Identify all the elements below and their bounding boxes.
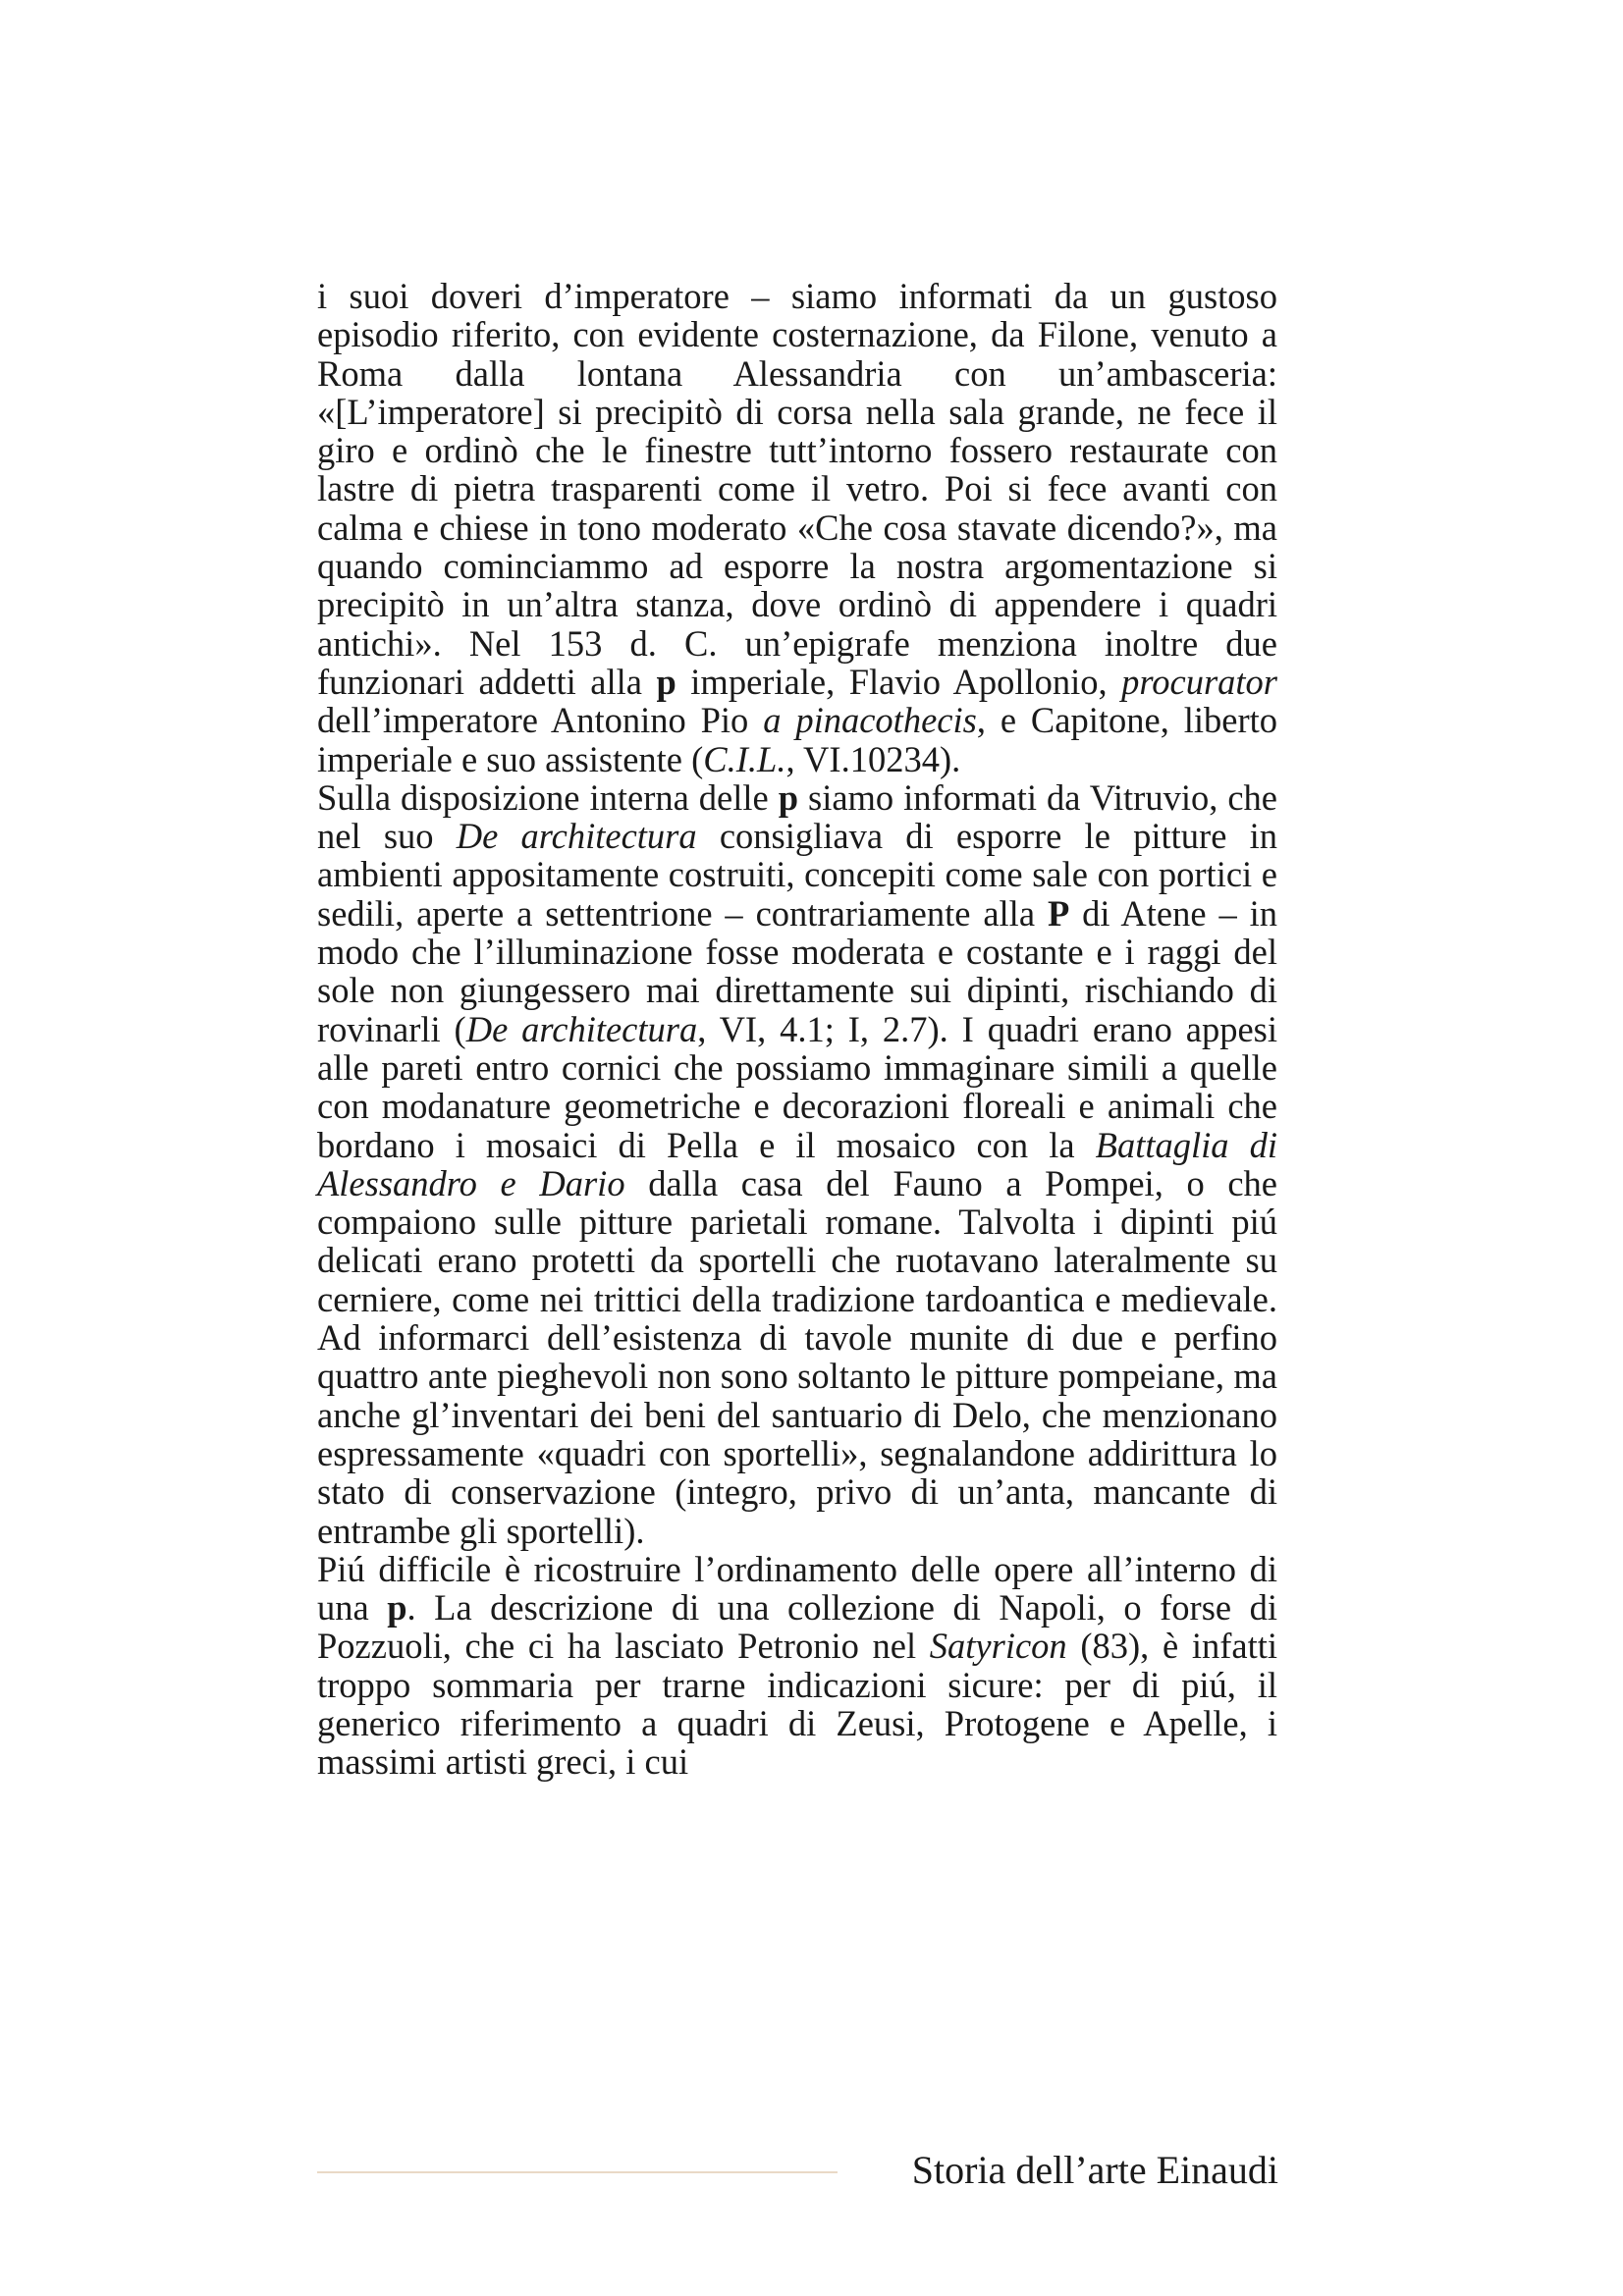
text-run: , e Capitone, liberto imperiale e suo assistente ( — [317, 700, 1277, 779]
italic-term: a pinacothecis — [763, 700, 977, 741]
text-run: Piú difficile è ricostruire l’ordinamento delle opere all’interno di una — [317, 1548, 1277, 1629]
text-run: , VI.10234). — [785, 738, 961, 779]
text-run: dell’imperatore Antonino Pio — [317, 700, 764, 741]
text-run: Sulla disposizione interna delle — [317, 776, 779, 818]
text-run: , VI, 4.1; I, 2.7). I quadri erano appesi alle pareti entro cornici che possiamo immaginare simili a quelle con modanature geometriche e decorazioni floreali e animali che bordano i mosaici di Pella e il mosaico con la — [317, 1008, 1277, 1165]
italic-term: procurator — [1121, 661, 1277, 702]
paragraph-3 — [317, 1550, 1277, 1782]
paragraph-1 — [317, 277, 1277, 778]
bold-term: P — [1047, 892, 1070, 934]
paragraph-2 — [317, 778, 1277, 1550]
text-run: i suoi doveri d’imperatore – siamo informati da un gustoso episodio riferito, con evidente costernazione, da Filone, venuto a Roma dalla lontana Alessandria con un’ambasceria: «[L’imperatore] si precipitò di corsa nella sala grande, ne fece il giro e ordinò che le finestre tutt’intorno fossero restaurate con lastre di pietra trasparenti come il vetro. Poi si fece avanti con calma e chiese in tono moderato «Che cosa stavate dicendo?», ma quando cominciammo ad esporre la nostra argomentazione si precipitò in un’altra stanza, dove ordinò di appendere i quadri antichi». Nel 153 d. C. un’epigrafe menziona inoltre due funzionari addetti alla — [317, 276, 1277, 702]
bold-term: p — [387, 1587, 407, 1629]
text-run: . La descrizione di una collezione di Napoli, o forse di Pozzuoli, che ci ha lasciato Petronio nel — [317, 1587, 1278, 1667]
italic-term: C.I.L. — [703, 738, 786, 779]
italic-term: De architectura — [465, 1008, 698, 1049]
italic-term: Satyricon — [929, 1626, 1067, 1667]
text-run: di Atene – in modo che l’illuminazione fosse moderata e costante e i raggi del sole non giungessero mai direttamente sui dipinti, rischiando di rovinarli ( — [317, 892, 1277, 1049]
italic-term: De architectura — [456, 816, 697, 857]
footer-title: Storia dell’arte Einaudi — [911, 2148, 1278, 2192]
text-run: consigliava di esporre le pitture in ambienti appositamente costruiti, concepiti come sale con portici e sedili, aperte a settentrione – contrariamente alla — [317, 816, 1278, 934]
italic-term: Battaglia di Alessandro e Dario — [317, 1124, 1278, 1203]
body-text — [317, 277, 1277, 1782]
bold-term: p — [778, 776, 799, 818]
footer-rule — [317, 2171, 838, 2173]
text-run: dalla casa del Fauno a Pompei, o che compaiono sulle pitture parietali romane. Talvolta i dipinti piú delicati erano protetti da sportelli che ruotavano lateralmente su cerniere, come nei trittici della tradizione tardoantica e medievale. Ad informarci dell’esistenza di tavole munite di due e perfino quattro ante pieghevoli non sono soltanto le pitture pompeiane, ma anche gl’inventari dei beni del santuario di Delo, che menzionano espressamente «quadri con sportelli», segnalandone addirittura lo stato di conservazione (integro, privo di un’anta, mancante di entrambe gli sportelli). — [317, 1162, 1277, 1551]
bold-term: p — [656, 661, 676, 702]
text-run: (83), è infatti troppo sommaria per trarne indicazioni sicure: per di piú, il generico riferimento a quadri di Zeusi, Protogene e Apelle, i massimi artisti greci, i cui — [317, 1626, 1277, 1783]
text-run: imperiale, Flavio Apollonio, — [676, 661, 1122, 702]
text-run: siamo informati da Vitruvio, che nel suo — [317, 776, 1277, 857]
